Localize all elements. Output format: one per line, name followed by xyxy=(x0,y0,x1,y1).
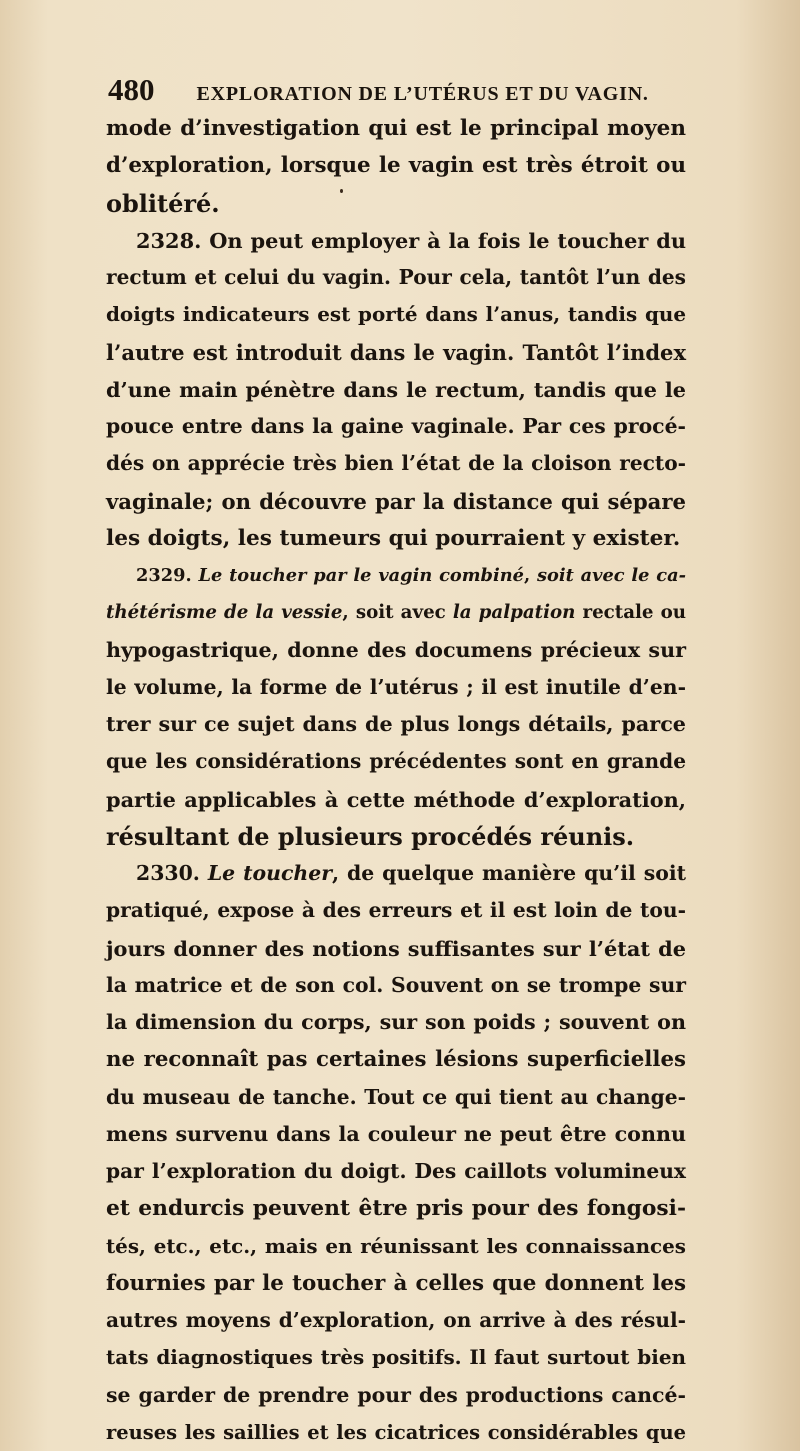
text-line xyxy=(106,520,686,557)
text-line xyxy=(106,483,686,520)
text-line xyxy=(106,259,686,296)
text-segment: tés, etc., etc., mais en réunissant les connaissances xyxy=(106,1233,686,1258)
text-line xyxy=(106,110,686,147)
text-segment: mode d’investigation qui est le principal moyen xyxy=(106,116,686,141)
text-line xyxy=(106,408,686,445)
running-head-title: EXPLORATION DE L’UTÉRUS ET DU VAGIN. xyxy=(196,83,649,105)
text-segment: ne reconnaît pas certaines lésions superficielles xyxy=(106,1047,686,1073)
text-segment: partie applicables à cette méthode d’exploration, xyxy=(106,786,686,812)
italic-text: la palpation xyxy=(452,602,576,624)
running-head xyxy=(108,72,708,108)
text-segment: vaginale; on découvre par la distance qui sépare xyxy=(106,488,686,514)
text-line xyxy=(106,334,686,371)
text-line xyxy=(106,1079,686,1116)
text-segment: pouce entre dans la gaine vaginale. Par ces procé- xyxy=(106,414,686,438)
italic-text: Le toucher xyxy=(207,861,332,885)
text-segment: d’exploration, lorsque le vagin est très étroit ou xyxy=(106,153,686,179)
text-line xyxy=(106,1153,686,1190)
text-segment: doigts indicateurs est porté dans l’anus, tandis que xyxy=(106,302,686,327)
text-line xyxy=(106,1377,686,1414)
text-line xyxy=(106,371,686,408)
text-line xyxy=(106,892,686,929)
text-segment: que les considérations précédentes sont en grande xyxy=(106,749,686,774)
text-segment: rectum et celui du vagin. Pour cela, tantôt l’un des xyxy=(106,265,686,289)
text-line xyxy=(106,743,686,780)
body-text xyxy=(106,110,686,1451)
text-segment: , xyxy=(523,565,537,586)
text-line xyxy=(106,557,686,594)
page-number: 480 xyxy=(108,72,155,107)
text-segment: jours donner des notions suffisantes sur l’état de xyxy=(106,935,686,961)
text-segment: l’autre est introduit dans le vagin. Tantôt l’index xyxy=(106,339,686,365)
text-segment: autres moyens d’exploration, on arrive à des résul- xyxy=(106,1308,686,1332)
text-segment: hypogastrique, donne des documens précieux sur xyxy=(106,637,686,662)
text-line xyxy=(106,855,686,892)
text-segment: 2330. xyxy=(136,861,208,885)
text-segment: 2329. xyxy=(136,565,199,586)
text-line xyxy=(106,1004,686,1041)
text-segment: 2328. On peut employer à la fois le toucher du xyxy=(136,227,686,253)
text-line xyxy=(106,147,686,184)
text-line xyxy=(106,967,686,1004)
text-segment: reuses les saillies et les cicatrices considérables que xyxy=(106,1420,686,1444)
text-line xyxy=(106,185,686,222)
text-segment: oblitéré. xyxy=(106,188,220,218)
text-line xyxy=(106,1041,686,1078)
text-line xyxy=(106,1116,686,1153)
text-segment: le volume, la forme de l’utérus ; il est inutile d’en- xyxy=(106,674,686,699)
text-segment: dés on apprécie très bien l’état de la cloison recto- xyxy=(106,451,686,476)
text-line xyxy=(106,222,686,259)
text-line xyxy=(106,1302,686,1339)
text-segment: trer sur ce sujet dans de plus longs détails, parce xyxy=(106,712,686,736)
text-segment: d’une main pénètre dans le rectum, tandis que le xyxy=(106,376,686,402)
text-segment: résultant de plusieurs procédés réunis. xyxy=(106,821,635,851)
text-segment: du museau de tanche. Tout ce qui tient au change- xyxy=(106,1084,686,1109)
text-line xyxy=(106,296,686,333)
text-line xyxy=(106,632,686,669)
text-segment: et endurcis peuvent être pris pour des fongosi- xyxy=(106,1196,686,1222)
italic-text: soit avec le ca- xyxy=(536,565,686,586)
text-line xyxy=(106,669,686,706)
text-line xyxy=(106,1265,686,1302)
text-line xyxy=(106,1228,686,1265)
text-line xyxy=(106,706,686,743)
text-line xyxy=(106,445,686,482)
text-line xyxy=(106,1414,686,1451)
text-line xyxy=(106,781,686,818)
text-segment: pratiqué, expose à des erreurs et il est loin de tou- xyxy=(106,898,686,923)
text-segment: , de quelque manière qu’il soit xyxy=(331,861,686,885)
text-segment: se garder de prendre pour des productions cancé- xyxy=(106,1382,686,1407)
text-segment: rectale ou xyxy=(575,602,686,624)
text-segment: les doigts, les tumeurs qui pourraient y exister. xyxy=(106,525,681,551)
text-segment: par l’exploration du doigt. Des caillots volumineux xyxy=(106,1159,686,1183)
text-segment: mens survenu dans la couleur ne peut être connu xyxy=(106,1121,686,1146)
text-line xyxy=(106,594,686,631)
text-segment: la matrice et de son col. Souvent on se trompe sur xyxy=(106,972,686,997)
italic-text: Le toucher par le vagin combiné xyxy=(198,565,524,586)
italic-text: thétérisme de la vessie xyxy=(106,602,343,624)
text-segment: la dimension du corps, sur son poids ; souvent on xyxy=(106,1010,686,1034)
text-segment: fournies par le toucher à celles que donnent les xyxy=(106,1270,686,1296)
text-line xyxy=(106,818,686,855)
text-line xyxy=(106,930,686,967)
text-segment: , soit avec xyxy=(342,602,453,624)
text-line xyxy=(106,1190,686,1227)
text-segment: tats diagnostiques très positifs. Il faut surtout bien xyxy=(106,1345,686,1370)
text-line xyxy=(106,1339,686,1376)
